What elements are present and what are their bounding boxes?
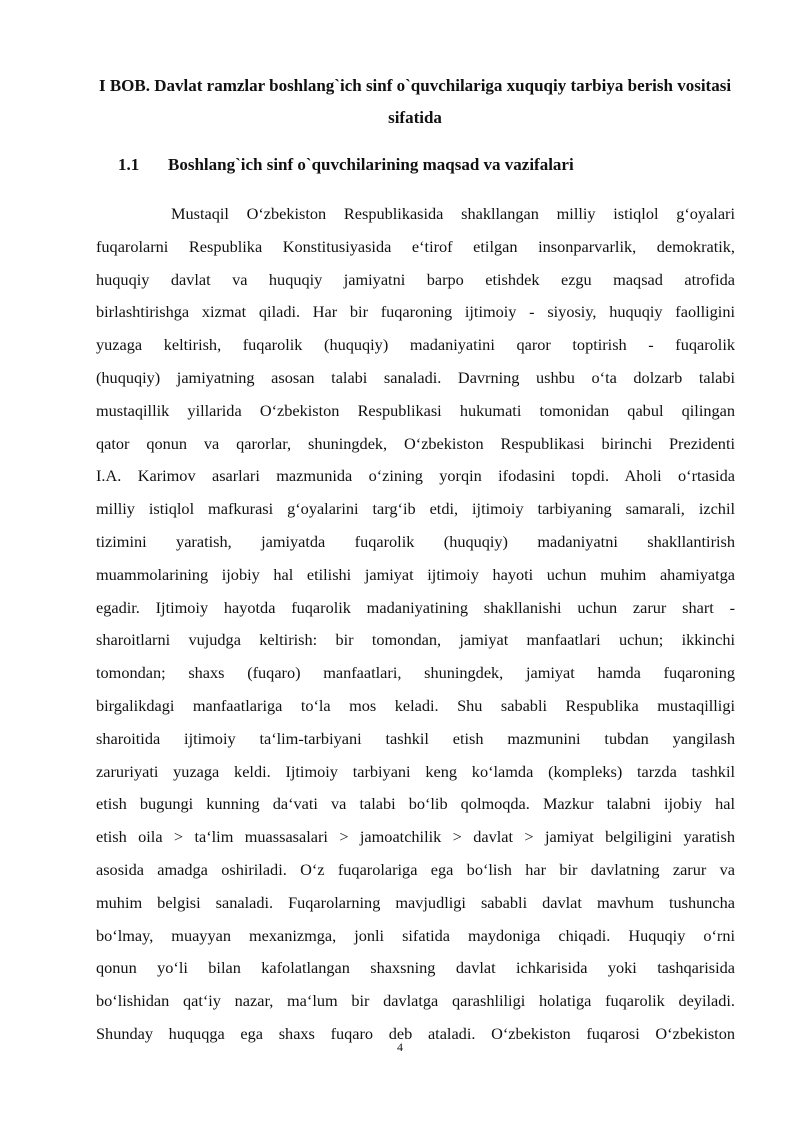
paragraph-line: Shunday huquqga ega shaxs fuqaro deb ataladi. O‘zbekiston fuqarosi O‘zbekiston: [96, 1023, 735, 1043]
section-number: 1.1: [118, 155, 140, 174]
chapter-title: [92, 70, 738, 134]
chapter-title-prefix: I BOB: [98, 76, 146, 95]
paragraph-line: egadir. Ijtimoiy hayotda fuqarolik madaniyatining shakllanishi uchun zarur shart -: [96, 597, 735, 617]
section-title: Boshlang`ich sinf o`quvchilarining maqsad va vazifalari: [168, 155, 574, 174]
paragraph-line: tizimini yaratish, jamiyatda fuqarolik (huquqiy) madaniyatni shakllantirish: [96, 531, 735, 551]
paragraph-line: qonun yo‘li bilan kafolatlangan shaxsning davlat ichkarisida yoki tashqarisida: [96, 958, 735, 978]
paragraph-line: asosida amadga oshiriladi. O‘z fuqarolariga ega bo‘lish har bir davlatning zarur va: [96, 859, 735, 879]
chapter-title-rest: . Davlat ramzlar boshlang`ich sinf o`quvchilariga xuquqiy tarbiya berish vositasi sifatida: [145, 76, 732, 127]
paragraph-line: Mustaqil O‘zbekiston Respublikasida shakllangan milliy istiqlol g‘oyalari: [171, 204, 735, 223]
paragraph-line: bo‘lishidan qat‘iy nazar, ma‘lum bir davlatga qarashliligi holatiga fuqarolik deyiladi.: [96, 991, 735, 1011]
body-paragraph: [96, 198, 735, 1051]
paragraph-line: mustaqillik yillarida O‘zbekiston Respublikasi hukumati tomonidan qabul qilingan: [96, 400, 735, 420]
paragraph-line: sharoitlarni vujudga keltirish: bir tomondan, jamiyat manfaatlari uchun; ikkinchi: [96, 630, 735, 650]
paragraph-line: etish oila > ta‘lim muassasalari > jamoatchilik > davlat > jamiyat belgiligini yaratish: [96, 827, 735, 847]
paragraph-line: zaruriyati yuzaga keldi. Ijtimoiy tarbiyani keng ko‘lamda (kompleks) tarzda tashkil: [96, 761, 735, 781]
paragraph-line: qator qonun va qarorlar, shuningdek, O‘zbekiston Respublikasi birinchi Prezidenti: [96, 433, 735, 453]
paragraph-line: birlashtirishga xizmat qiladi. Har bir fuqaroning ijtimoiy - siyosiy, huquqiy faolligini: [96, 302, 735, 322]
page-number: 4: [397, 1040, 403, 1054]
paragraph-line: tomondan; shaxs (fuqaro) manfaatlari, shuningdek, jamiyat hamda fuqaroning: [96, 663, 735, 683]
paragraph-line: fuqarolarni Respublika Konstitusiyasida e‘tirof etilgan insonparvarlik, demokratik,: [96, 236, 735, 256]
paragraph-line: muammolarining ijobiy hal etilishi jamiyat ijtimoiy hayoti uchun muhim ahamiyatga: [96, 564, 735, 584]
paragraph-line: sharoitida ijtimoiy ta‘lim-tarbiyani tashkil etish mazmunini tubdan yangilash: [96, 728, 735, 748]
paragraph-line: I.A. Karimov asarlari mazmunida o‘zining yorqin ifodasini topdi. Aholi o‘rtasida: [96, 466, 735, 486]
paragraph-line: huquqiy davlat va huquqiy jamiyatni barpo etishdek ezgu maqsad atrofida: [96, 269, 735, 289]
paragraph-line: (huquqiy) jamiyatning asosan talabi sanaladi. Davrning ushbu o‘ta dolzarb talabi: [96, 367, 735, 387]
paragraph-line: milliy istiqlol mafkurasi g‘oyalarini targ‘ib etdi, ijtimoiy tarbiyaning samarali, izchil: [96, 499, 735, 519]
paragraph-line: yuzaga keltirish, fuqarolik (huquqiy) madaniyatini qaror toptirish - fuqarolik: [96, 335, 735, 355]
paragraph-line: etish bugungi kunning da‘vati va talabi bo‘lib qolmoqda. Mazkur talabni ijobiy hal: [96, 794, 735, 814]
paragraph-line: muhim belgisi sanaladi. Fuqarolarning mavjudligi sababli davlat mavhum tushuncha: [96, 892, 735, 912]
section-heading: [118, 149, 718, 181]
paragraph-line: birgalikdagi manfaatlariga to‘la mos keladi. Shu sababli Respublika mustaqilligi: [96, 695, 735, 715]
paragraph-line: bo‘lmay, muayyan mexanizmga, jonli sifatida maydoniga chiqadi. Huquqiy o‘rni: [96, 925, 735, 945]
